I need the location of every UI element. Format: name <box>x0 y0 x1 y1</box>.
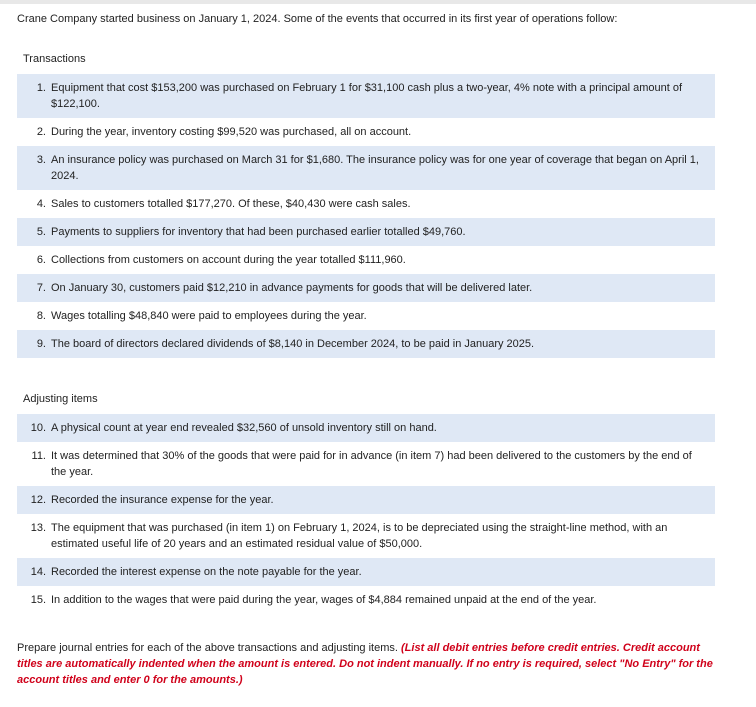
list-item <box>17 302 715 330</box>
list-item <box>17 558 715 586</box>
list-item <box>17 442 715 486</box>
item-number: 2. <box>36 126 46 138</box>
item-number: 5. <box>36 226 46 238</box>
item-number: 7. <box>36 282 46 294</box>
list-item <box>17 586 715 614</box>
list-item <box>17 330 715 358</box>
item-text: Equipment that cost $153,200 was purchased on February 1 for $31,100 cash plus a two-year, 4% note with a principal amount of $122,100. <box>51 82 683 110</box>
item-text: The equipment that was purchased (in item 1) on February 1, 2024, is to be depreciated using the straight-line method, with an estimated useful life of 20 years and an estimated residual value of $50,000. <box>51 522 668 550</box>
adjusting-list <box>17 414 715 614</box>
item-text: Wages totalling $48,840 were paid to employees during the year. <box>51 310 367 322</box>
item-number: 9. <box>36 338 46 350</box>
adjusting-heading: Adjusting items <box>23 393 98 405</box>
transactions-heading: Transactions <box>23 53 86 65</box>
instructions-main: Prepare journal entries for each of the above transactions and adjusting items. <box>17 642 398 654</box>
list-item <box>17 486 715 514</box>
item-number: 12. <box>30 494 46 506</box>
list-item <box>17 414 715 442</box>
list-item <box>17 146 715 190</box>
list-item <box>17 218 715 246</box>
list-item <box>17 118 715 146</box>
intro-text: Crane Company started business on January 1, 2024. Some of the events that occurred in its first year of operations follow: <box>17 13 618 25</box>
top-divider <box>0 0 756 4</box>
item-number: 14. <box>30 566 46 578</box>
item-text: The board of directors declared dividends of $8,140 in December 2024, to be paid in January 2025. <box>51 338 535 350</box>
item-text: On January 30, customers paid $12,210 in advance payments for goods that will be delivered later. <box>51 282 533 294</box>
instructions <box>17 640 717 688</box>
item-number: 15. <box>30 594 46 606</box>
instructions-emphasis: (List all debit entries before credit entries. Credit account titles are automatically indented when the amount is entered. Do not indent manually. If no entry is required, select "No Entry" for the account titles and enter 0 for the amounts.) <box>17 642 713 686</box>
list-item <box>17 190 715 218</box>
item-text: A physical count at year end revealed $32,560 of unsold inventory still on hand. <box>51 422 437 434</box>
list-item <box>17 74 715 118</box>
item-text: Recorded the interest expense on the note payable for the year. <box>51 566 362 578</box>
list-item <box>17 246 715 274</box>
item-number: 10. <box>30 422 46 434</box>
item-text: Collections from customers on account during the year totalled $111,960. <box>51 254 406 266</box>
item-text: In addition to the wages that were paid during the year, wages of $4,884 remained unpaid at the end of the year. <box>51 594 597 606</box>
transactions-list <box>17 74 715 358</box>
item-number: 4. <box>36 198 46 210</box>
item-number: 1. <box>36 82 46 94</box>
item-text: It was determined that 30% of the goods that were paid for in advance (in item 7) had been delivered to the customers by the end of the year. <box>51 450 692 478</box>
item-text: During the year, inventory costing $99,520 was purchased, all on account. <box>51 126 412 138</box>
item-number: 11. <box>31 450 46 462</box>
item-number: 6. <box>36 254 46 266</box>
list-item <box>17 514 715 558</box>
list-item <box>17 274 715 302</box>
item-number: 13. <box>30 522 46 534</box>
item-text: Sales to customers totalled $177,270. Of these, $40,430 were cash sales. <box>51 198 411 210</box>
item-number: 3. <box>36 154 46 166</box>
item-text: Recorded the insurance expense for the year. <box>51 494 274 506</box>
item-text: An insurance policy was purchased on March 31 for $1,680. The insurance policy was for one year of coverage that began on April 1, 2024. <box>51 154 699 182</box>
item-number: 8. <box>36 310 46 322</box>
item-text: Payments to suppliers for inventory that had been purchased earlier totalled $49,760. <box>51 226 466 238</box>
